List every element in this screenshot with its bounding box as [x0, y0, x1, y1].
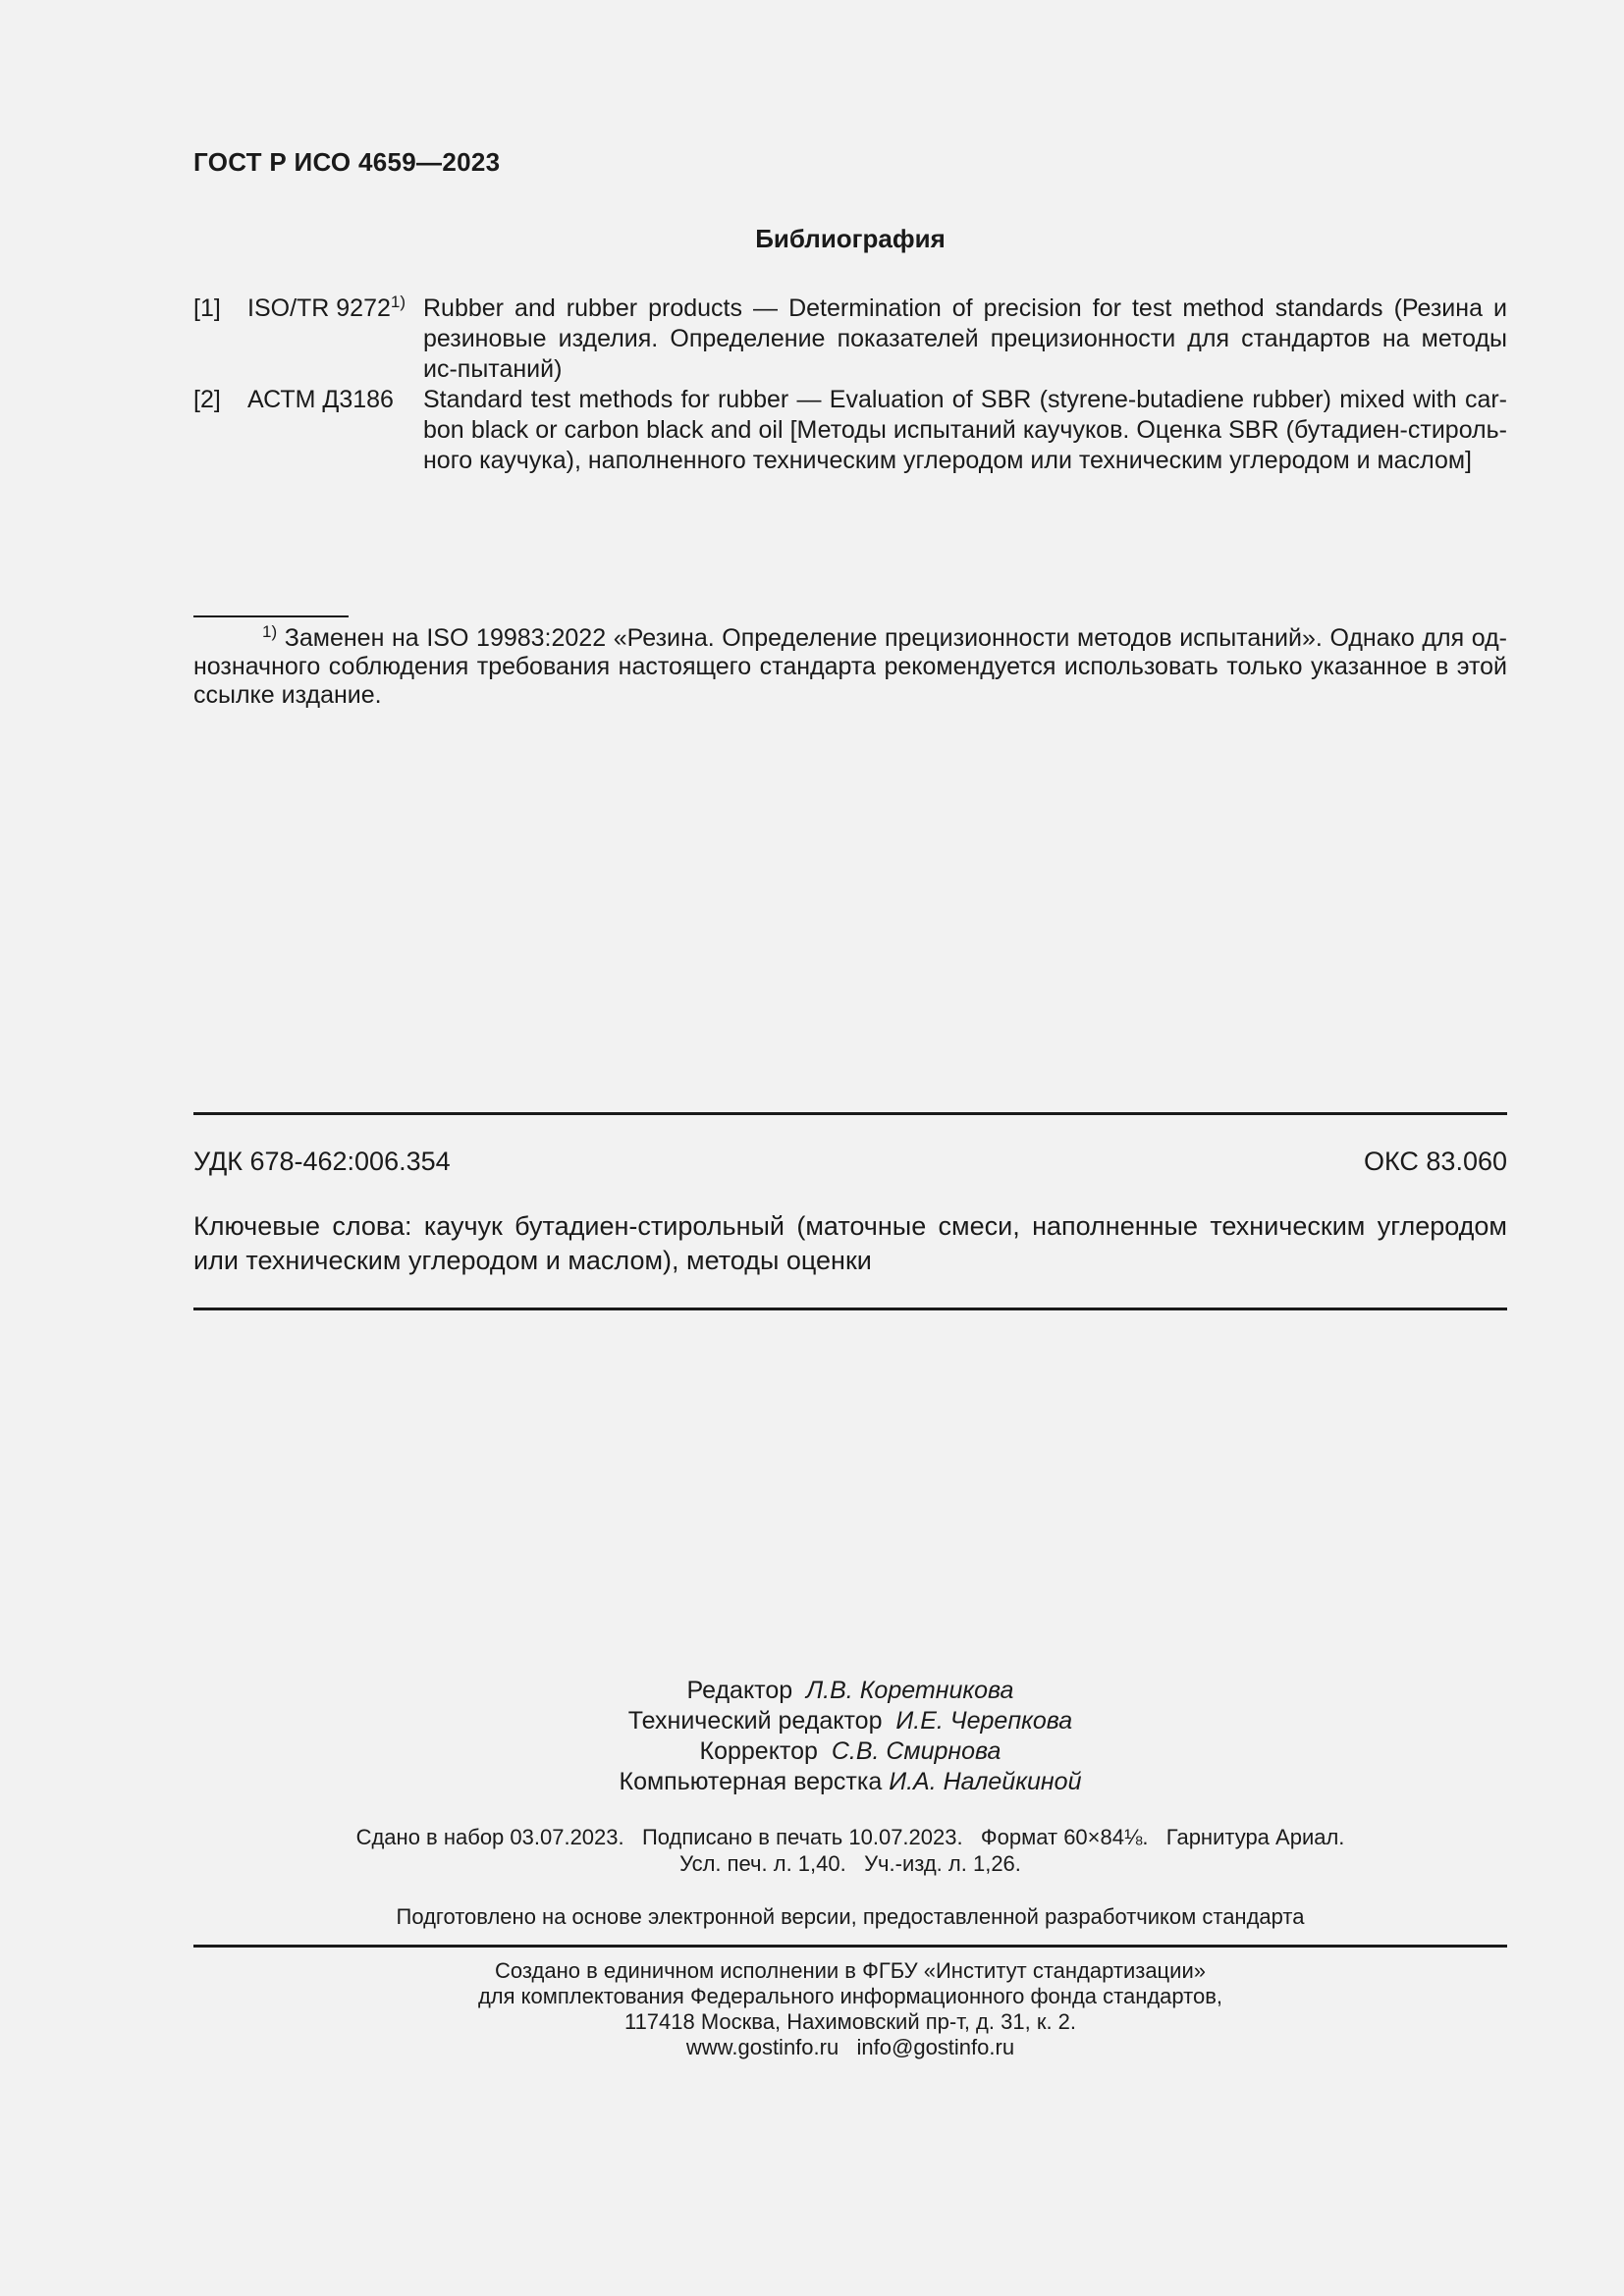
staff-role: Компьютерная верстка	[619, 1768, 883, 1795]
staff-role: Редактор	[686, 1677, 793, 1704]
keywords: Ключевые слова: каучук бутадиен-стирольный (маточные смеси, наполненные техническим углеродом или техническим углеродом и маслом), методы оценки	[193, 1211, 1507, 1275]
publication-line: Сдано в набор 03.07.2023. Подписано в печать 10.07.2023. Формат 60×84⅛. Гарнитура Ариал.	[355, 1825, 1345, 1849]
staff-credits	[193, 1676, 1507, 1797]
oks-code: ОКС 83.060	[1363, 1147, 1507, 1176]
created-line: для комплектования Федерального информационного фонда стандартов,	[477, 1984, 1223, 2008]
created-line: 117418 Москва, Нахимовский пр-т, д. 31, к. 2.	[623, 2009, 1077, 2034]
created-line: Создано в единичном исполнении в ФГБУ «Институт стандартизации»	[495, 1958, 1206, 1983]
bibliography-entry	[193, 385, 1507, 476]
staff-name: И.Е. Черепкова	[895, 1707, 1073, 1735]
entry-code	[247, 385, 423, 415]
page-header-standard: ГОСТ Р ИСО 4659—2023	[193, 147, 501, 177]
bibliography-list	[193, 294, 1507, 476]
entry-text: Rubber and rubber products — Determination of precision for test method standards (Резина и резиновые изделия. Определение показателей прецизионности для стандартов на методы ис-пытаний)	[423, 294, 1507, 383]
publication-info	[193, 1824, 1507, 1877]
staff-role: Технический редактор	[627, 1707, 883, 1735]
staff-line	[193, 1767, 1507, 1797]
bibliography-entry	[193, 294, 1507, 385]
staff-line	[193, 1706, 1507, 1736]
footnote	[193, 624, 1507, 710]
staff-name: Л.В. Коретникова	[806, 1677, 1014, 1704]
entry-code-text: АСТМ Д3186	[247, 386, 394, 413]
bibliography-title: Библиография	[755, 224, 946, 253]
footnote-text: Заменен на ISO 19983:2022 «Резина. Определение прецизионности методов испытаний». Однако для од-нозначного соблюдения требования настоящего стандарта рекомендуется использовать только указанное в этой ссылке издание.	[193, 624, 1508, 709]
contact-links[interactable]: www.gostinfo.ru info@gostinfo.ru	[685, 2035, 1015, 2059]
imprint-rule	[193, 1945, 1507, 1948]
footnote-divider	[193, 615, 349, 617]
entry-text: Standard test methods for rubber — Evaluation of SBR (styrene-butadiene rubber) mixed with car-bon black or carbon black and oil [Методы испытаний каучуков. Оценка SBR (бутадиен-стироль-ного каучука), наполненного техническим углеродом или техническим углеродом и маслом]	[423, 386, 1507, 474]
footnote-reference[interactable]: 1)	[390, 293, 406, 311]
entry-code	[247, 294, 423, 324]
footnote-mark: 1)	[262, 622, 278, 641]
entry-number: [1]	[193, 294, 221, 322]
staff-name: И.А. Налейкиной	[889, 1768, 1082, 1795]
entry-number: [2]	[193, 386, 221, 413]
staff-name: С.В. Смирнова	[831, 1737, 1001, 1765]
staff-role: Корректор	[699, 1737, 818, 1765]
entry-code-text: ISO/TR 9272	[247, 294, 391, 322]
classification-top-rule	[193, 1112, 1507, 1115]
udk-code: УДК 678-462:006.354	[193, 1147, 451, 1176]
prepared-note: Подготовлено на основе электронной версии, предоставленной разработчиком стандарта	[396, 1904, 1305, 1929]
publication-line: Усл. печ. л. 1,40. Уч.-изд. л. 1,26.	[679, 1851, 1021, 1876]
staff-line	[193, 1676, 1507, 1706]
staff-line	[193, 1736, 1507, 1767]
classification-bottom-rule	[193, 1308, 1507, 1310]
created-info	[193, 1958, 1507, 2060]
